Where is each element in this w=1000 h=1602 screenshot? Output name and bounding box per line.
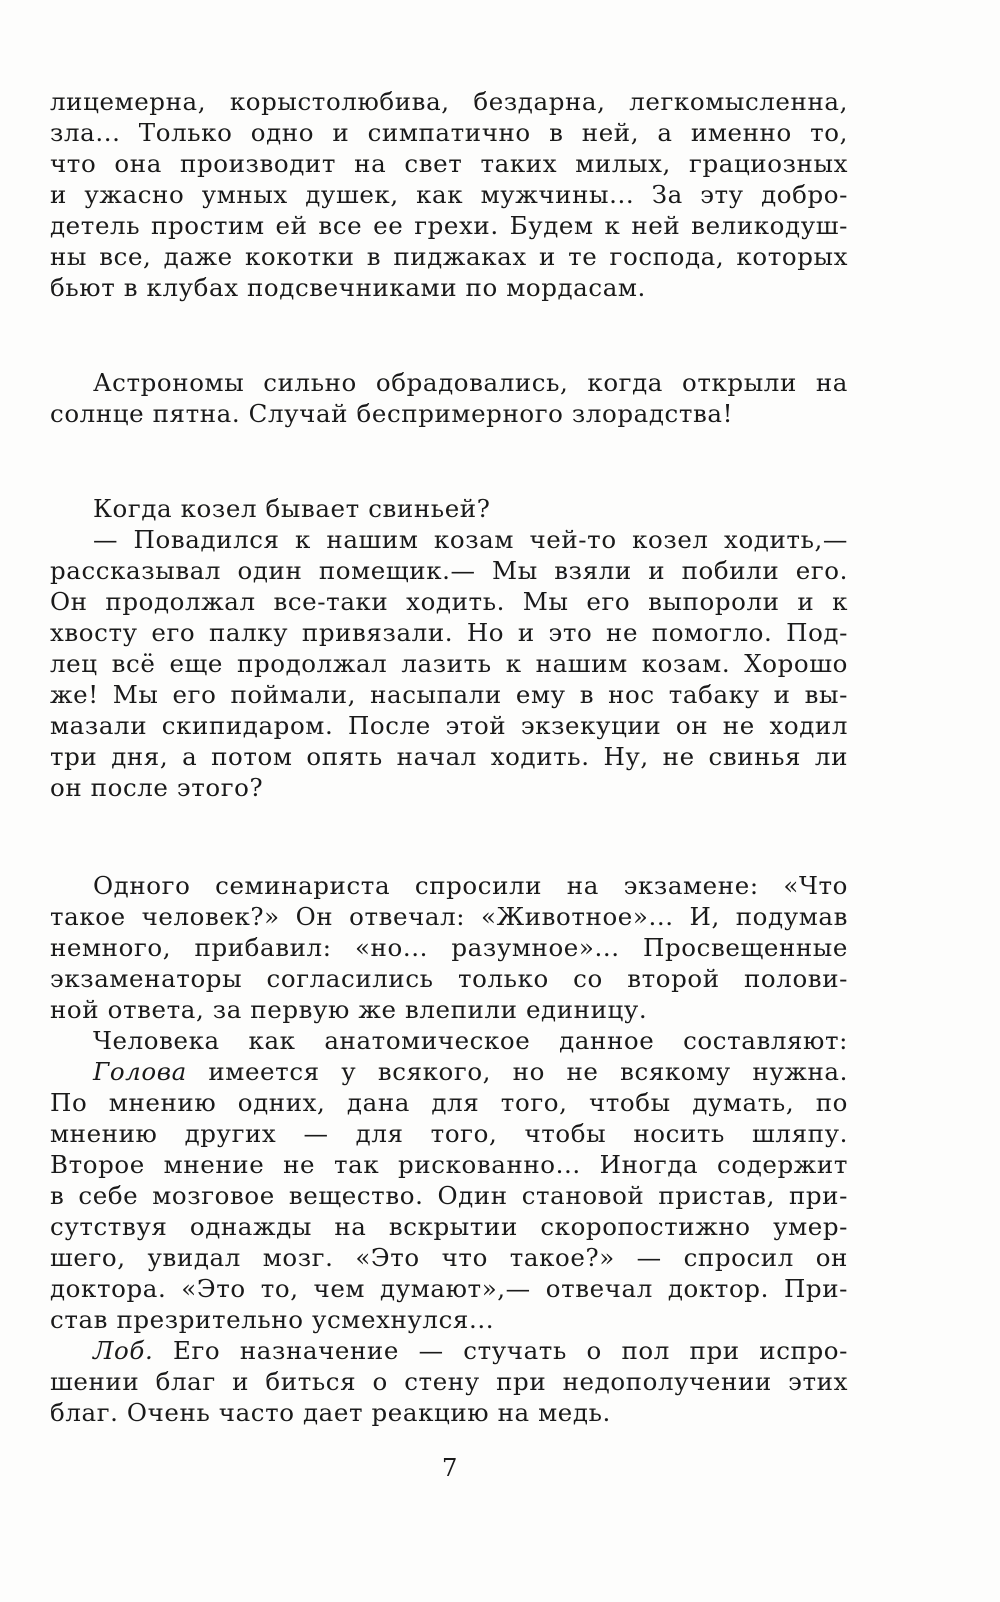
text-line: хвосту его палку привязали. Но и это не помогло. Под- [50,618,848,647]
text-line: ны все, даже кокотки в пиджаках и те господа, которых [50,242,848,271]
text-line: немного, прибавил: «но... разумное»... Просвещенные [50,933,848,962]
line-text: Его назначение — стучать о пол при испро- [153,1336,848,1365]
text-line: такое человек?» Он отвечал: «Животное»... И, подумав [50,902,848,931]
text-line: доктора. «Это то, чем думают»,— отвечал доктор. При- [50,1274,848,1303]
text-line [93,1335,848,1366]
text-line: лицемерна, корыстолюбива, бездарна, легкомысленна, [50,87,848,116]
text-line: шего, увидал мозг. «Это что такое?» — спросил он [50,1243,848,1272]
text-line: детель простим ей все ее грехи. Будем к ней великодуш- [50,211,848,240]
text-line: лец всё еще продолжал лазить к нашим козам. Хорошо [50,649,848,678]
text-line: сутствуя однажды на вскрытии скоропостижно умер- [50,1212,848,1241]
italic-term: Голова [93,1057,187,1086]
text-line: экзаменаторы согласились только со второй полови- [50,964,848,993]
text-line: Второе мнение не так рискованно... Иногда содержит [50,1150,848,1179]
text-line: же! Мы его поймали, насыпали ему в нос табаку и вы- [50,680,848,709]
text-line: — Повадился к нашим козам чей-то козел ходить,— [93,525,848,554]
text-line: Он продолжал все-таки ходить. Мы его выпороли и к [50,587,848,616]
text-line: благ. Очень часто дает реакцию на медь. [50,1398,611,1427]
text-line: Когда козел бывает свиньей? [93,494,491,523]
text-line: бьют в клубах подсвечниками по мордасам. [50,273,646,302]
text-line: По мнению одних, дана для того, чтобы думать, по [50,1088,848,1117]
line-text: имеется у всякого, но не всякому нужна. [186,1057,848,1086]
text-line: в себе мозговое вещество. Один становой пристав, при- [50,1181,848,1210]
text-line: он после этого? [50,773,264,802]
text-line: став презрительно усмехнулся... [50,1305,495,1334]
text-line: что она производит на свет таких милых, грациозных [50,149,848,178]
text-line: ной ответа, за первую же влепили единицу. [50,995,648,1024]
page-number: 7 [441,1453,459,1482]
text-line: шении благ и биться о стену при недополучении этих [50,1367,848,1396]
text-line: зла... Только одно и симпатично в ней, а именно то, [50,118,848,147]
text-line: три дня, а потом опять начал ходить. Ну, не свинья ли [50,742,848,771]
text-line: мазали скипидаром. После этой экзекуции он не ходил [50,711,848,740]
text-line: Астрономы сильно обрадовались, когда открыли на [93,368,848,397]
text-line: мнению других — для того, чтобы носить шляпу. [50,1119,848,1148]
text-line: и ужасно умных душек, как мужчины... За эту добро- [50,180,848,209]
text-line: рассказывал один помещик.— Мы взяли и побили его. [50,556,848,585]
text-line: Человека как анатомическое данное составляют: [93,1026,848,1055]
text-line: солнце пятна. Случай беспримерного злорадства! [50,399,734,428]
text-line [93,1056,848,1087]
italic-term: Лоб. [93,1336,154,1365]
text-line: Одного семинариста спросили на экзамене: «Что [93,871,848,900]
